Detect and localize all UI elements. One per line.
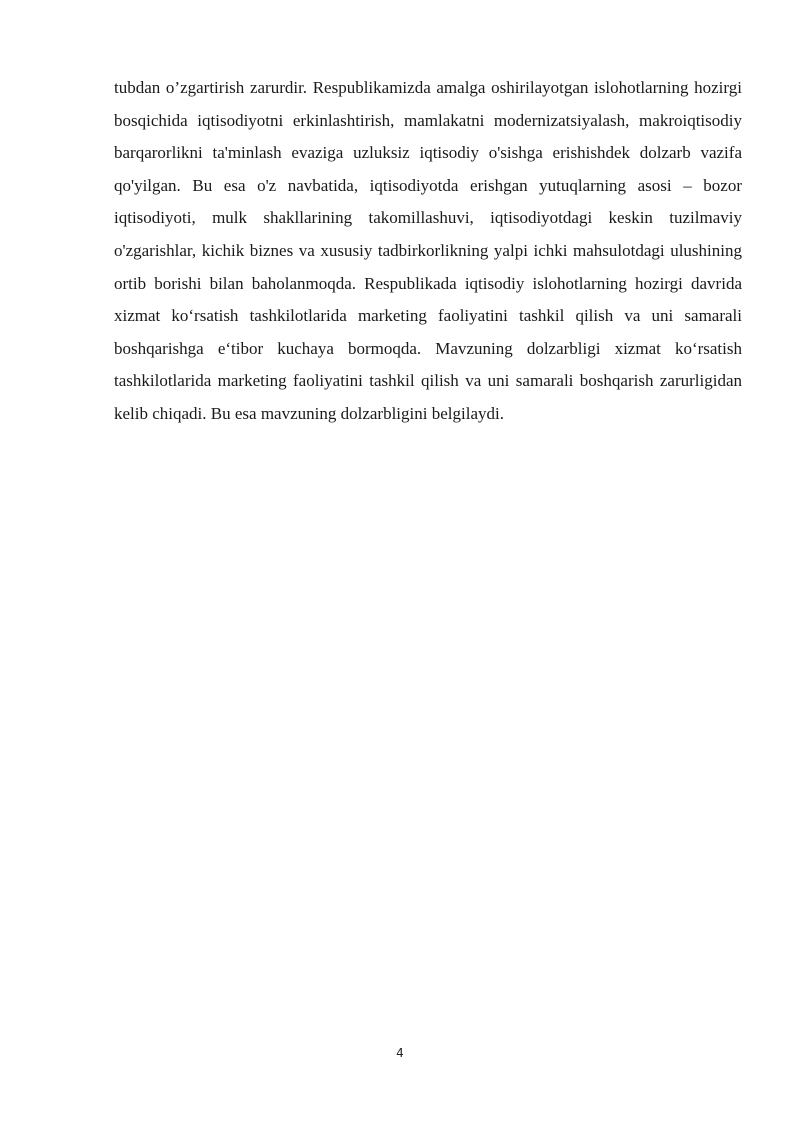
page-number: 4: [396, 1046, 404, 1060]
body-paragraph: tubdan o’zgartirish zarurdir. Respublikamizda amalga oshirilayotgan islohotlarning hozirgi bosqichida iqtisodiyotni erkinlashtirish, mamlakatni modernizatsiyalash, makroiqtisodiy barqarorlikni ta'minlash evaziga uzluksiz iqtisodiy o'sishga erishishdek dolzarb vazifa qo'yilgan. Bu esa o'z navbatida, iqtisodiyotda erishgan yutuqlarning asosi – bozor iqtisodiyoti, mulk shakllarining takomillashuvi, iqtisodiyotdagi keskin tuzilmaviy o'zgarishlar, kichik biznes va xususiy tadbirkorlikning yalpi ichki mahsulotdagi ulushining ortib borishi bilan baholanmoqda. Respublikada iqtisodiy islohotlarning hozirgi davrida xizmat ko‘rsatish tashkilotlarida marketing faoliyatini tashkil qilish va uni samarali boshqarishga e‘tibor kuchaya bormoqda. Mavzuning dolzarbligi xizmat ko‘rsatish tashkilotlarida marketing faoliyatini tashkil qilish va uni samarali boshqarish zarurligidan kelib chiqadi. Bu esa mavzuning dolzarbligini belgilaydi.: [114, 78, 742, 423]
